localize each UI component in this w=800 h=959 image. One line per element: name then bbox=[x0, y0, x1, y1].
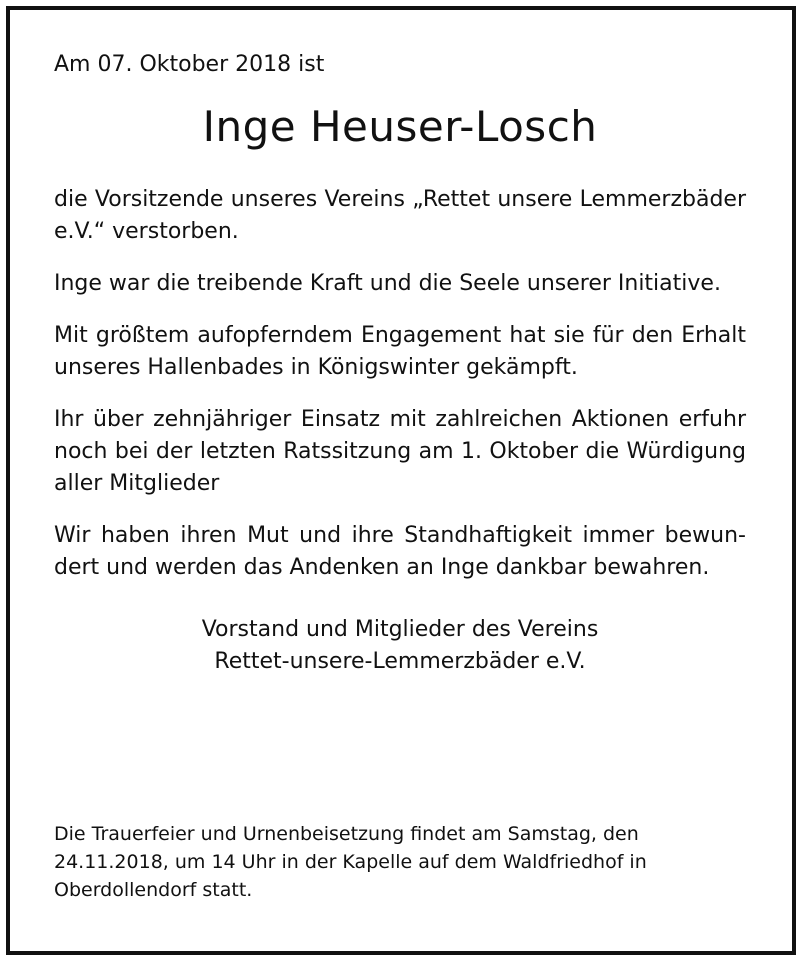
deceased-name: Inge Heuser-Losch bbox=[202, 102, 598, 151]
paragraph-engagement: Mit größtem aufopferndem Engagement hat sie für den Erhalt unseres Hallenbades in Königswinter gekämpft. bbox=[54, 323, 746, 380]
funeral-notice bbox=[54, 820, 746, 904]
signature-line-2: Rettet-unsere-Lemmerzbäder e.V. bbox=[214, 649, 586, 674]
funeral-line-3: Oberdollendorf statt. bbox=[54, 879, 253, 901]
obituary-body bbox=[54, 50, 746, 678]
signature-line-1: Vorstand und Mitglieder des Vereins bbox=[201, 617, 599, 642]
intro-line: Am 07. Oktober 2018 ist bbox=[54, 52, 325, 77]
paragraph-remembrance: Wir haben ihren Mut und ihre Standhaftigkeit immer bewun-dert und werden das Andenken an Inge dankbar bewahren. bbox=[54, 523, 746, 580]
funeral-line-1: Die Trauerfeier und Urnenbeisetzung findet am Samstag, den bbox=[54, 823, 639, 845]
paragraph-initiative: Inge war die treibende Kraft und die Seele unserer Initiative. bbox=[54, 271, 721, 296]
signature-block bbox=[54, 614, 746, 678]
paragraph-role: die Vorsitzende unseres Vereins „Rettet unsere Lemmerzbäder e.V.“ verstorben. bbox=[54, 187, 746, 244]
paragraph-commitment: Ihr über zehnjähriger Einsatz mit zahlreichen Aktionen erfuhr noch bei der letzten Ratssitzung am 1. Oktober die Würdigung aller Mitglieder bbox=[54, 407, 746, 496]
funeral-line-2: 24.11.2018, um 14 Uhr in der Kapelle auf dem Waldfriedhof in bbox=[54, 851, 647, 873]
